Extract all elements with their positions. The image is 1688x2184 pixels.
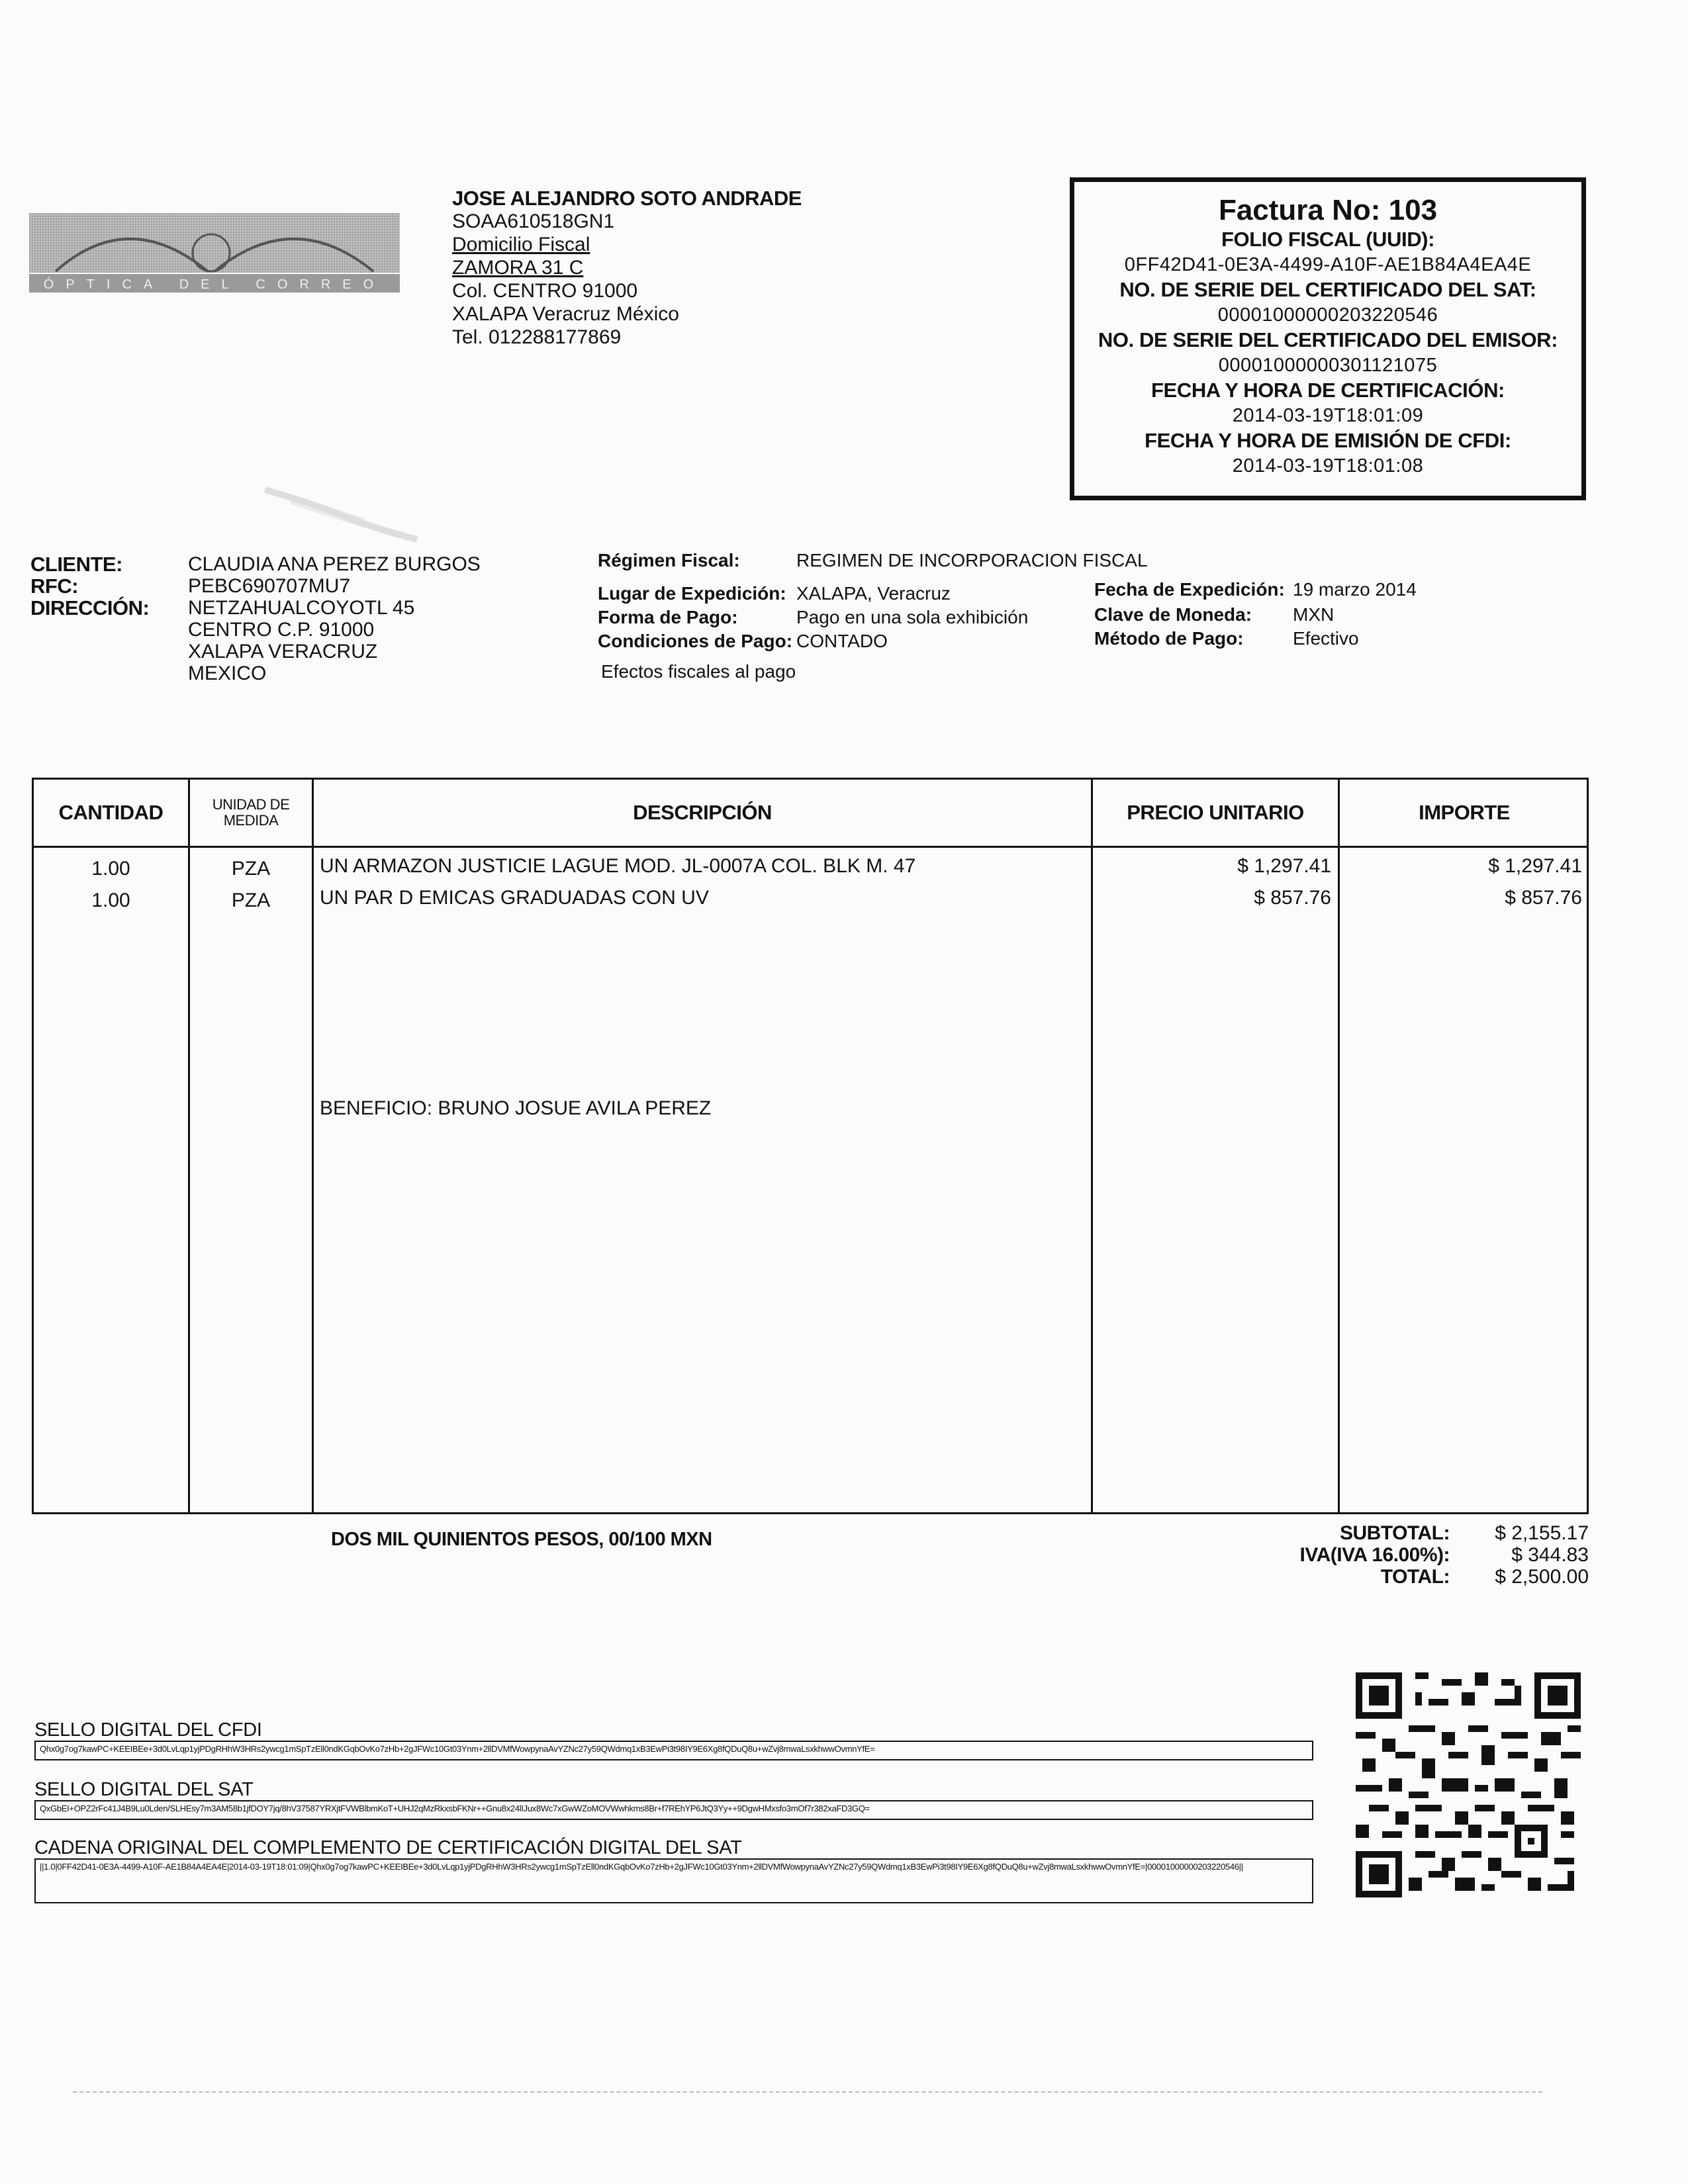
items-table [32, 778, 1589, 1514]
total-value: $ 2,500.00 [1495, 1566, 1589, 1588]
uuid-value: 0FF42D41-0E3A-4499-A10F-AE1B84A4EA4E [1124, 254, 1532, 275]
row-1-unidad: PZA [231, 858, 271, 880]
lugar-label: Lugar de Expedición: [598, 583, 786, 604]
iva-label: IVA(IVA 16.00%): [1299, 1544, 1450, 1566]
client-address-4: MEXICO [188, 662, 267, 684]
issuer-city: XALAPA Veracruz México [452, 303, 679, 325]
rfc-label: RFC: [30, 574, 79, 598]
emision-date-value: 2014-03-19T18:01:08 [1232, 455, 1424, 477]
header-unidad [190, 780, 312, 846]
efectos-fiscales: Efectos fiscales al pago [601, 661, 796, 682]
fiscal-info [598, 548, 1458, 680]
cadena-original-value: ||1.0|0FF42D41-0E3A-4499-A10F-AE1B84A4EA4E|2014-03-19T18:01:09|Qhx0g7og7kawPC+KEEIBEe+3d0LvLqp1yjPDgRHhW3HRs2ywcg1mSpTzEll0ndKGqbOvKo7zHb+2gJFWc10Gt03Ynm+2llDVMfWowpynaAvYZNc27y59QWdmq1xB3EwPi3t98IY9E6Xg8fQDuQ8u+wZvj8mwaLsxkhwwOvmnYfE=|00001000000203220546|| [34, 1858, 1313, 1903]
issuer-block [452, 187, 802, 349]
cliente-label: CLIENTE: [30, 553, 122, 576]
row-1-descripcion: UN ARMAZON JUSTICIE LAGUE MOD. JL-0007A COL. BLK M. 47 [320, 855, 916, 877]
header-unidad-line2: MEDIDA [223, 812, 279, 829]
client-name: CLAUDIA ANA PEREZ BURGOS [188, 553, 481, 575]
totals-values [1456, 1522, 1589, 1588]
qr-code [1356, 1672, 1581, 1897]
metodo-label: Método de Pago: [1094, 628, 1244, 649]
row-2-descripcion: UN PAR D EMICAS GRADUADAS CON UV [320, 887, 709, 909]
iva-value: $ 344.83 [1511, 1544, 1589, 1566]
regimen-label: Régimen Fiscal: [598, 550, 740, 570]
page-divider [73, 2091, 1542, 2093]
condiciones-value: CONTADO [796, 631, 888, 651]
factura-number: Factura No: 103 [1218, 194, 1438, 226]
cert-date-value: 2014-03-19T18:01:09 [1232, 405, 1424, 426]
logo-text: ÓPTICA DEL CORREO [43, 277, 386, 292]
client-values [188, 553, 481, 684]
beneficio-note: BENEFICIO: BRUNO JOSUE AVILA PEREZ [320, 1097, 712, 1119]
cadena-original-label: CADENA ORIGINAL DEL COMPLEMENTO DE CERTIFICACIÓN DIGITAL DEL SAT [34, 1837, 742, 1858]
totals-labels [1258, 1522, 1450, 1588]
subtotal-label: SUBTOTAL: [1339, 1522, 1450, 1544]
total-label: TOTAL: [1380, 1566, 1450, 1588]
regimen-value: REGIMEN DE INCORPORACION FISCAL [796, 550, 1148, 570]
row-1-cantidad: 1.00 [91, 858, 130, 880]
row-2-importe: $ 857.76 [1505, 887, 1582, 909]
sello-sat-label: SELLO DIGITAL DEL SAT [34, 1779, 254, 1800]
issuer-phone: Tel. 012288177869 [452, 326, 622, 348]
row-1-importe: $ 1,297.41 [1488, 855, 1582, 877]
client-address-2: CENTRO C.P. 91000 [188, 619, 375, 641]
emision-date-label: FECHA Y HORA DE EMISIÓN DE CFDI: [1145, 429, 1511, 452]
direccion-label: DIRECCIÓN: [30, 596, 150, 619]
client-address-3: XALAPA VERACRUZ [188, 641, 378, 662]
client-address-1: NETZAHUALCOYOTL 45 [188, 597, 415, 619]
forma-label: Forma de Pago: [598, 607, 738, 627]
issuer-rfc: SOAA610518GN1 [452, 210, 615, 232]
amount-in-words: DOS MIL QUINIENTOS PESOS, 00/100 MXN [331, 1529, 712, 1550]
issuer-colonia: Col. CENTRO 91000 [452, 280, 638, 302]
client-labels [30, 553, 149, 619]
row-2-precio: $ 857.76 [1254, 887, 1331, 909]
row-2-unidad: PZA [231, 889, 271, 911]
company-logo [29, 213, 400, 299]
header-importe: IMPORTE [1419, 801, 1510, 824]
row-2-cantidad: 1.00 [91, 889, 130, 911]
lugar-value: XALAPA, Veracruz [796, 583, 951, 604]
header-precio: PRECIO UNITARIO [1127, 801, 1304, 824]
fecha-label: Fecha de Expedición: [1094, 579, 1285, 600]
condiciones-label: Condiciones de Pago: [598, 631, 793, 651]
issuer-street: ZAMORA 31 C [452, 257, 584, 279]
row-1-precio: $ 1,297.41 [1237, 855, 1331, 877]
sat-cert-label: NO. DE SERIE DEL CERTIFICADO DEL SAT: [1119, 278, 1536, 301]
forma-value: Pago en una sola exhibición [796, 607, 1029, 627]
moneda-label: Clave de Moneda: [1094, 604, 1252, 625]
header-cantidad: CANTIDAD [58, 801, 164, 824]
sello-sat-value: QxGbEI+OPZ2rFc41J4B9Lu0Lden/SLHEsy7m3AM58b1jfDOY7jq/8hV37587YRXjtFVWBlbmKoT+UHJ2qMzRkxsbFKNr++Gnu8x24lIJux8Wc7xGwWZoMOVWwhkms8Br+f7REhYP6JtQ3Yy++9DgwHMxsfo3mOf7r382xaFD3GQ= [34, 1800, 1313, 1820]
client-rfc: PEBC690707MU7 [188, 575, 351, 597]
uuid-label: FOLIO FISCAL (UUID): [1221, 228, 1435, 251]
scan-artifact [252, 477, 437, 549]
issuer-name: JOSE ALEJANDRO SOTO ANDRADE [452, 187, 802, 210]
header-unidad-line1: UNIDAD DE [212, 796, 290, 813]
metodo-value: Efectivo [1293, 628, 1359, 649]
emisor-cert-label: NO. DE SERIE DEL CERTIFICADO DEL EMISOR: [1098, 328, 1558, 351]
subtotal-value: $ 2,155.17 [1495, 1522, 1589, 1544]
issuer-domicilio-label: Domicilio Fiscal [452, 234, 590, 255]
factura-info-box [1070, 177, 1586, 500]
sello-cfdi-label: SELLO DIGITAL DEL CFDI [34, 1719, 262, 1741]
sat-cert-value: 00001000000203220546 [1217, 304, 1438, 326]
moneda-value: MXN [1293, 604, 1335, 625]
cert-date-label: FECHA Y HORA DE CERTIFICACIÓN: [1151, 379, 1505, 402]
sello-cfdi-value: Qhx0g7og7kawPC+KEEIBEe+3d0LvLqp1yjPDgRHhW3HRs2ywcg1mSpTzEll0ndKGqbOvKo7zHb+2gJFWc10Gt03Ynm+2llDVMfWowpynaAvYZNc27y59QWdmq1xB3EwPi3t98IY9E6Xg8fQDuQ8u+wZvj8mwaLsxkhwwOvmnYfE= [34, 1741, 1313, 1760]
fecha-value: 19 marzo 2014 [1293, 579, 1417, 600]
header-descripcion: DESCRIPCIÓN [633, 801, 772, 824]
emisor-cert-value: 00001000000301121075 [1218, 355, 1438, 376]
